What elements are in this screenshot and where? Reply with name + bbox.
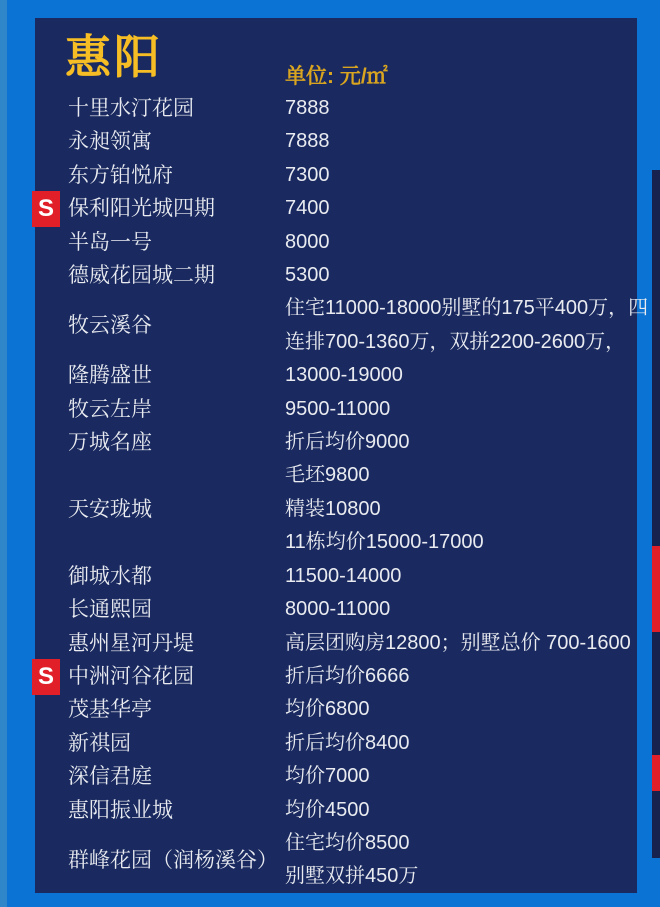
- price-values: [285, 393, 637, 426]
- price-values: [285, 459, 637, 559]
- price-values: [285, 693, 637, 726]
- price-value: 均价4500: [285, 798, 370, 821]
- price-values: [285, 359, 637, 392]
- price-value: 11500-14000: [285, 564, 402, 587]
- price-values: [285, 226, 637, 259]
- property-row: [35, 560, 637, 593]
- price-value: 9500-11000: [285, 397, 391, 420]
- price-values: [285, 794, 637, 827]
- property-name: 牧云左岸: [68, 397, 152, 421]
- unit-label: 单位: 元/㎡: [285, 65, 388, 88]
- price-values: [285, 426, 637, 459]
- property-row: [35, 393, 637, 426]
- property-table: [35, 92, 649, 894]
- property-name: 茂基华亭: [68, 698, 152, 722]
- price-values: [285, 593, 637, 626]
- s-badge: S: [32, 659, 60, 695]
- price-values: [285, 627, 637, 660]
- property-name: 惠州星河丹堤: [68, 631, 194, 655]
- property-row: [35, 593, 637, 626]
- property-row: [35, 92, 637, 125]
- property-row: [35, 159, 637, 192]
- price-values: [285, 159, 637, 192]
- price-value: 11栋均价15000-17000: [285, 531, 484, 554]
- price-value: 住宅均价8500: [285, 831, 410, 854]
- property-row: [35, 794, 637, 827]
- property-name: 长通熙园: [68, 598, 152, 622]
- property-name: 中洲河谷花园: [68, 664, 194, 688]
- price-value: 折后均价6666: [285, 664, 410, 687]
- property-row: [35, 693, 637, 726]
- property-name: 保利阳光城四期: [68, 197, 215, 221]
- price-values: [285, 660, 637, 693]
- s-badge: S: [32, 191, 60, 227]
- property-row: [35, 226, 637, 259]
- property-name: 深信君庭: [68, 765, 152, 789]
- price-value: 连排700-1360万，双拼2200-2600万，: [285, 330, 626, 353]
- property-name: 十里水汀花园: [68, 97, 194, 120]
- property-name: 群峰花园（润杨溪谷）: [68, 848, 278, 872]
- price-value: 均价7000: [285, 765, 370, 788]
- price-values: [285, 259, 637, 292]
- price-values: [285, 827, 637, 894]
- property-name: 隆腾盛世: [68, 364, 152, 388]
- property-name: 万城名座: [68, 431, 152, 455]
- price-value: 精装10800: [285, 497, 381, 520]
- price-values: [285, 192, 637, 225]
- red-marker-bottom: [652, 755, 660, 791]
- price-value: 7888: [285, 130, 330, 153]
- price-values: [285, 760, 637, 793]
- price-value: 8000-11000: [285, 598, 391, 621]
- property-name: 东方铂悦府: [68, 163, 173, 187]
- left-edge-strip: [0, 0, 7, 907]
- price-value: 高层团购房12800；别墅总价 700-1600: [285, 631, 631, 654]
- property-name: 新祺园: [68, 731, 131, 755]
- price-value: 住宅11000-18000别墅的175平400万，四: [285, 297, 649, 320]
- property-name: 半岛一号: [68, 230, 152, 254]
- property-row: [35, 760, 637, 793]
- property-name: 天安珑城: [68, 497, 152, 521]
- price-values: [285, 125, 637, 158]
- property-name: 牧云溪谷: [68, 314, 152, 338]
- price-value: 别墅双拼450万: [285, 865, 419, 888]
- price-values: [285, 727, 637, 760]
- price-panel: [35, 18, 649, 893]
- price-value: 8000: [285, 230, 330, 253]
- property-row: [35, 292, 649, 359]
- price-value: 均价6800: [285, 698, 370, 721]
- price-values: [285, 560, 637, 593]
- property-name: 永昶领寓: [68, 130, 152, 154]
- price-value: 13000-19000: [285, 364, 403, 387]
- property-row: [35, 125, 637, 158]
- price-values: [285, 292, 648, 359]
- property-row: [35, 359, 637, 392]
- price-value: 7888: [285, 97, 330, 119]
- property-row: [35, 627, 637, 660]
- price-value: 5300: [285, 264, 330, 287]
- price-value: 毛坯9800: [285, 464, 370, 487]
- price-value: 7400: [285, 197, 330, 220]
- region-title: 惠阳: [65, 31, 163, 83]
- price-value: 折后均价8400: [285, 731, 410, 754]
- property-row: [35, 259, 637, 292]
- price-values: [285, 92, 637, 125]
- property-row: [35, 192, 637, 225]
- property-row: [35, 660, 637, 693]
- red-marker-top: [652, 546, 660, 632]
- property-row: [35, 827, 637, 894]
- property-name: 德威花园城二期: [68, 264, 215, 288]
- property-row: [35, 426, 637, 459]
- property-row: [35, 727, 637, 760]
- price-value: 折后均价9000: [285, 431, 410, 454]
- property-name: 御城水都: [68, 564, 152, 588]
- price-value: 7300: [285, 163, 330, 186]
- property-name: 惠阳振业城: [68, 798, 173, 822]
- property-row: [35, 459, 637, 559]
